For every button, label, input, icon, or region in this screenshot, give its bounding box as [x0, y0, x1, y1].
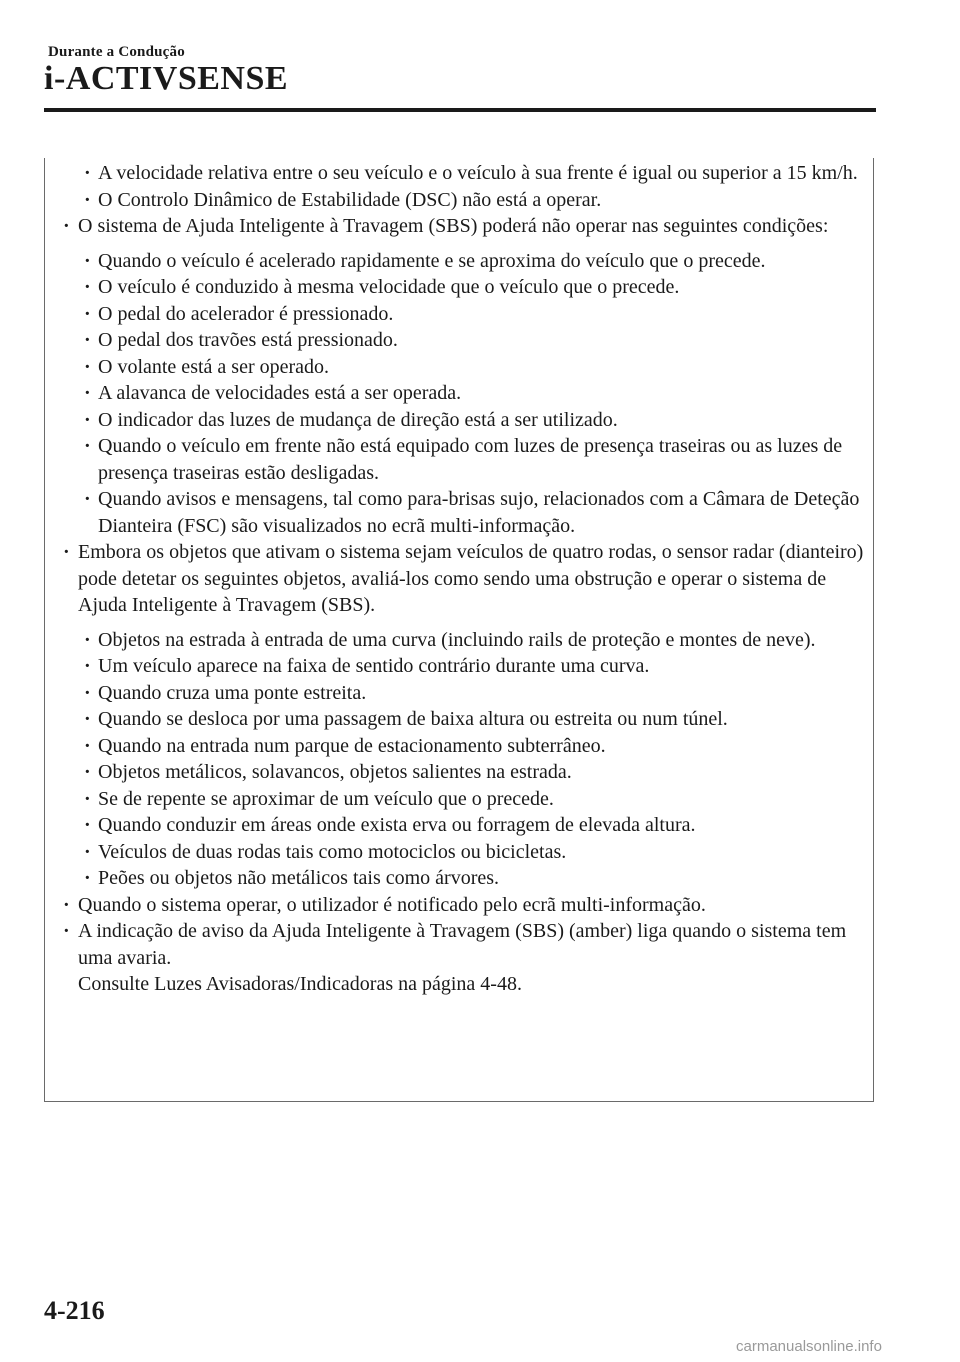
- paragraph-item: · Quando o sistema operar, o utilizador é notificado pelo ecrã multi-informação.: [58, 892, 868, 919]
- list-item: · Quando avisos e mensagens, tal como para-brisas sujo, relacionados com a Câmara de Deteção Dianteira (FSC) são visualizados no ecrã multi-informação.: [84, 488, 860, 537]
- bullet-icon: ·: [84, 840, 91, 863]
- list-item: · O indicador das luzes de mudança de direção está a ser utilizado.: [58, 407, 868, 434]
- list-item: · A velocidade relativa entre o seu veículo e o veículo à sua frente é igual ou superior a 15 km/h.: [58, 160, 868, 187]
- list-item: · A alavanca de velocidades está a ser operada.: [58, 380, 868, 407]
- bullet-icon: ·: [84, 708, 91, 730]
- bullet-icon: ·: [84, 302, 91, 325]
- bullet-icon: ·: [84, 734, 91, 757]
- list-item: · Quando o veículo é acelerado rapidamente e se aproxima do veículo que o precede.: [58, 248, 868, 275]
- list-item: · Quando na entrada num parque de estacionamento subterrâneo.: [58, 733, 868, 760]
- chapter-title: i-ACTIVSENSE: [44, 60, 289, 97]
- list-item: · O veículo é conduzido à mesma velocidade que o veículo que o precede.: [58, 274, 868, 301]
- bullet-icon: ·: [84, 655, 91, 677]
- list-item: · Quando se desloca por uma passagem de baixa altura ou estreita ou num túnel.: [58, 706, 868, 733]
- bullet-icon: ·: [84, 162, 91, 184]
- paragraph-item: · A indicação de aviso da Ajuda Inteligente à Travagem (SBS) (amber) liga quando o sistema tem uma avaria.: [63, 920, 847, 969]
- list-item: · Objetos na estrada à entrada de uma curva (incluindo rails de proteção e montes de neve).: [58, 627, 868, 654]
- bullet-icon: ·: [84, 276, 91, 298]
- paragraph-item: · O sistema de Ajuda Inteligente à Travagem (SBS) poderá não operar nas seguintes condições:: [58, 213, 868, 240]
- content-body: [58, 160, 868, 998]
- list-item: · O volante está a ser operado.: [58, 354, 868, 381]
- bullet-icon: ·: [84, 249, 91, 272]
- bullet-icon: ·: [63, 920, 70, 942]
- bullet-icon: ·: [84, 761, 91, 783]
- list-item: · O pedal dos travões está pressionado.: [58, 327, 868, 354]
- list-item: · Peões ou objetos não metálicos tais como árvores.: [58, 865, 868, 892]
- bullet-icon: ·: [84, 814, 91, 836]
- paragraph-item: · Embora os objetos que ativam o sistema sejam veículos de quatro rodas, o sensor radar (dianteiro) pode detetar os seguintes objetos, avaliá-los como sendo uma obstrução e operar o sistema de Ajuda Inteligente à Travagem (SBS).: [63, 541, 864, 616]
- bullet-icon: ·: [84, 408, 91, 431]
- cross-reference: Consulte Luzes Avisadoras/Indicadoras na página 4-48.: [78, 973, 522, 995]
- header-rule: [44, 108, 876, 112]
- bullet-icon: ·: [84, 867, 91, 889]
- bullet-icon: ·: [84, 188, 91, 211]
- bullet-icon: ·: [84, 488, 91, 510]
- list-item: · Um veículo aparece na faixa de sentido contrário durante uma curva.: [58, 653, 868, 680]
- bullet-icon: ·: [84, 787, 91, 810]
- page-number: 4-216: [44, 1296, 105, 1325]
- bullet-icon: ·: [84, 435, 91, 457]
- bullet-icon: ·: [84, 681, 91, 704]
- bullet-icon: ·: [84, 628, 91, 651]
- list-item: · Quando cruza uma ponte estreita.: [58, 680, 868, 707]
- list-item: · O Controlo Dinâmico de Estabilidade (DSC) não está a operar.: [58, 187, 868, 214]
- list-item: · Quando o veículo em frente não está equipado com luzes de presença traseiras ou as luzes de presença traseiras estão desligadas.: [84, 435, 843, 484]
- list-item: · Objetos metálicos, solavancos, objetos salientes na estrada.: [58, 759, 868, 786]
- section-label: Durante a Condução: [48, 44, 185, 60]
- watermark: carmanualsonline.info: [736, 1338, 882, 1355]
- bullet-icon: ·: [84, 329, 91, 351]
- list-item: · Se de repente se aproximar de um veículo que o precede.: [58, 786, 868, 813]
- bullet-icon: ·: [84, 355, 91, 378]
- bullet-icon: ·: [63, 541, 70, 563]
- bullet-icon: ·: [84, 382, 91, 404]
- bullet-icon: ·: [63, 215, 70, 237]
- list-item: · O pedal do acelerador é pressionado.: [58, 301, 868, 328]
- list-item: · Quando conduzir em áreas onde exista erva ou forragem de elevada altura.: [58, 812, 868, 839]
- list-item: · Veículos de duas rodas tais como motociclos ou bicicletas.: [58, 839, 868, 866]
- bullet-icon: ·: [63, 893, 70, 916]
